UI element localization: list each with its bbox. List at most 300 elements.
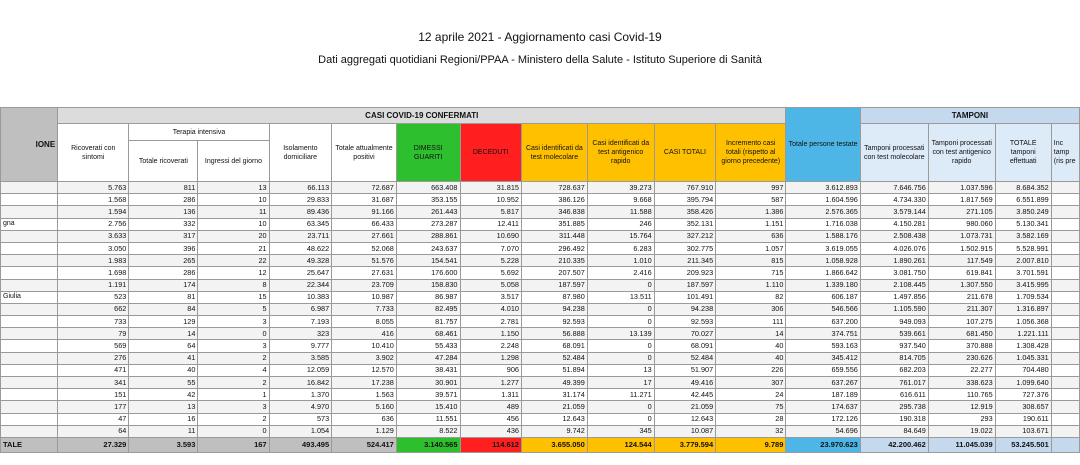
data-cell: 1.045.331 (995, 352, 1051, 364)
table-row (1, 425, 1080, 437)
data-cell: 211.678 (928, 291, 995, 303)
data-cell: 1.502.915 (928, 242, 995, 254)
data-cell: 351.885 (521, 218, 587, 230)
data-cell: 4.026.076 (860, 242, 928, 254)
data-cell: 3 (198, 316, 269, 328)
data-cell: 288.861 (396, 230, 460, 242)
data-cell: 1.497.856 (860, 291, 928, 303)
data-cell: 332 (129, 218, 198, 230)
data-cell: 101.491 (654, 291, 715, 303)
table-row (1, 316, 1080, 328)
data-cell: 295.738 (860, 401, 928, 413)
table-row (1, 291, 1080, 303)
partial-cell (1051, 389, 1079, 401)
data-cell: 4.970 (269, 401, 332, 413)
data-cell: 1.307.550 (928, 279, 995, 291)
data-cell: 15.410 (396, 401, 460, 413)
data-cell: 39.571 (396, 389, 460, 401)
data-cell: 17.238 (332, 377, 397, 389)
table-row (1, 389, 1080, 401)
partial-cell (1051, 352, 1079, 364)
data-cell: 523 (58, 291, 129, 303)
data-cell: 1.129 (332, 425, 397, 437)
data-cell: 81 (129, 291, 198, 303)
partial-cell (1051, 230, 1079, 242)
data-cell: 308.657 (995, 401, 1051, 413)
data-cell: 31.815 (460, 182, 521, 194)
col-header-isolamento: Isolamento domiciliare (269, 124, 332, 182)
data-cell: 10.410 (332, 340, 397, 352)
data-cell: 815 (716, 255, 786, 267)
data-cell: 636 (332, 413, 397, 425)
page-subtitle: Dati aggregati quotidiani Regioni/PPAA - Ministero della Salute - Istituto Superiore di Sanità (318, 54, 762, 66)
data-cell: 619.841 (928, 267, 995, 279)
data-cell: 11 (129, 425, 198, 437)
data-cell: 190.611 (995, 413, 1051, 425)
data-cell: 370.888 (928, 340, 995, 352)
table-row (1, 364, 1080, 376)
region-cell (1, 364, 58, 376)
table-row (1, 340, 1080, 352)
partial-cell (1051, 377, 1079, 389)
data-cell: 55 (129, 377, 198, 389)
data-cell: 66.433 (332, 218, 397, 230)
data-cell: 704.480 (995, 364, 1051, 376)
data-cell: 87.980 (521, 291, 587, 303)
partial-cell (1051, 182, 1079, 194)
col-header-casi-totali: CASI TOTALI (654, 124, 715, 182)
data-cell: 937.540 (860, 340, 928, 352)
data-cell: 352.131 (654, 218, 715, 230)
data-cell: 2.248 (460, 340, 521, 352)
data-cell: 659.556 (786, 364, 860, 376)
data-cell: 72.687 (332, 182, 397, 194)
totale-cell: 3.779.594 (654, 437, 715, 452)
data-cell: 1.277 (460, 377, 521, 389)
col-header-incremento-tamponi: Inc tamp (ris pre (1051, 124, 1079, 182)
data-cell: 107.275 (928, 316, 995, 328)
data-cell: 5.058 (460, 279, 521, 291)
data-cell: 341 (58, 377, 129, 389)
data-cell: 276 (58, 352, 129, 364)
data-cell: 374.751 (786, 328, 860, 340)
data-cell: 13.139 (587, 328, 654, 340)
data-cell: 11.551 (396, 413, 460, 425)
col-header-tamp-mol: Tamponi processati con test molecolare (860, 124, 928, 182)
data-cell: 323 (269, 328, 332, 340)
data-cell: 9.777 (269, 340, 332, 352)
data-cell: 23.709 (332, 279, 397, 291)
data-cell: 3 (198, 340, 269, 352)
region-cell (1, 377, 58, 389)
page-title: 12 aprile 2021 - Aggiornamento casi Covid-19 (418, 30, 662, 44)
table-row (1, 230, 1080, 242)
data-cell: 265 (129, 255, 198, 267)
region-cell (1, 230, 58, 242)
data-cell: 636 (716, 230, 786, 242)
data-cell: 1.221.111 (995, 328, 1051, 340)
data-cell: 3.619.055 (786, 242, 860, 254)
totale-cell: 524.417 (332, 437, 397, 452)
partial-cell (1051, 279, 1079, 291)
data-cell: 68.461 (396, 328, 460, 340)
totale-row (1, 437, 1080, 452)
totale-cell: 42.200.462 (860, 437, 928, 452)
region-cell (1, 389, 58, 401)
data-cell: 1.316.897 (995, 303, 1051, 315)
data-cell: 5.160 (332, 401, 397, 413)
data-cell: 489 (460, 401, 521, 413)
data-cell: 0 (587, 303, 654, 315)
data-cell: 271.105 (928, 206, 995, 218)
data-cell: 1.056.368 (995, 316, 1051, 328)
table-row (1, 267, 1080, 279)
data-cell: 587 (716, 194, 786, 206)
data-cell: 1.110 (716, 279, 786, 291)
data-cell: 7.070 (460, 242, 521, 254)
data-cell: 82.495 (396, 303, 460, 315)
region-cell (1, 194, 58, 206)
data-cell: 42.445 (654, 389, 715, 401)
partial-cell (1051, 206, 1079, 218)
table-row (1, 328, 1080, 340)
data-cell: 49.328 (269, 255, 332, 267)
data-cell: 0 (198, 425, 269, 437)
tamponi-group-header: TAMPONI (860, 108, 1079, 124)
data-cell: 3.050 (58, 242, 129, 254)
data-cell: 56.888 (521, 328, 587, 340)
data-cell: 68.091 (521, 340, 587, 352)
data-cell: 569 (58, 340, 129, 352)
data-cell: 396 (129, 242, 198, 254)
data-cell: 311.448 (521, 230, 587, 242)
data-cell: 345 (587, 425, 654, 437)
data-cell: 13 (587, 364, 654, 376)
partial-cell (1051, 194, 1079, 206)
data-cell: 606.187 (786, 291, 860, 303)
totale-cell: 27.329 (58, 437, 129, 452)
data-cell: 38.431 (396, 364, 460, 376)
data-cell: 23.711 (269, 230, 332, 242)
data-cell: 1.568 (58, 194, 129, 206)
data-cell: 129 (129, 316, 198, 328)
data-cell: 3.582.169 (995, 230, 1051, 242)
col-header-incremento: Incremento casi totali (rispetto al giorno precedente) (716, 124, 786, 182)
data-cell: 6.283 (587, 242, 654, 254)
data-cell: 17 (587, 377, 654, 389)
data-cell: 10.987 (332, 291, 397, 303)
data-cell: 637.267 (786, 377, 860, 389)
data-cell: 681.450 (928, 328, 995, 340)
data-cell: 1.311 (460, 389, 521, 401)
data-cell: 14 (716, 328, 786, 340)
region-cell (1, 413, 58, 425)
covid-data-table (0, 107, 1080, 453)
region-cell (1, 316, 58, 328)
data-cell: 49.416 (654, 377, 715, 389)
data-cell: 16 (129, 413, 198, 425)
data-cell: 2.108.445 (860, 279, 928, 291)
data-cell: 64 (58, 425, 129, 437)
data-cell: 42 (129, 389, 198, 401)
data-cell: 663.408 (396, 182, 460, 194)
data-cell: 211.307 (928, 303, 995, 315)
data-cell: 174 (129, 279, 198, 291)
data-cell: 1 (198, 389, 269, 401)
data-cell: 0 (587, 352, 654, 364)
col-header-ricoverati: Ricoverati con sintomi (58, 124, 129, 182)
table-row (1, 182, 1080, 194)
data-cell: 3.517 (460, 291, 521, 303)
data-cell: 81.757 (396, 316, 460, 328)
data-cell: 811 (129, 182, 198, 194)
data-cell: 55.433 (396, 340, 460, 352)
data-cell: 246 (587, 218, 654, 230)
data-cell: 733 (58, 316, 129, 328)
data-cell: 27.661 (332, 230, 397, 242)
data-cell: 2 (198, 413, 269, 425)
data-cell: 3.612.893 (786, 182, 860, 194)
region-cell (1, 267, 58, 279)
totale-cell: 3.593 (129, 437, 198, 452)
partial-cell (1051, 255, 1079, 267)
data-cell: 151 (58, 389, 129, 401)
col-header-persone: Totale persone testate (786, 108, 860, 182)
data-cell: 16.842 (269, 377, 332, 389)
data-cell: 3.701.591 (995, 267, 1051, 279)
data-cell: 66.113 (269, 182, 332, 194)
data-cell: 31.174 (521, 389, 587, 401)
data-cell: 11 (198, 206, 269, 218)
data-cell: 47.284 (396, 352, 460, 364)
data-cell: 29.833 (269, 194, 332, 206)
data-cell: 13 (129, 401, 198, 413)
data-cell: 30.901 (396, 377, 460, 389)
data-cell: 52.484 (654, 352, 715, 364)
region-header: IONE (1, 108, 58, 182)
data-cell: 727.376 (995, 389, 1051, 401)
data-cell: 358.426 (654, 206, 715, 218)
data-cell: 207.507 (521, 267, 587, 279)
data-cell: 1.191 (58, 279, 129, 291)
data-cell: 51.894 (521, 364, 587, 376)
data-cell: 158.830 (396, 279, 460, 291)
data-cell: 21.059 (521, 401, 587, 413)
data-cell: 15 (198, 291, 269, 303)
col-header-tamp-tot: TOTALE tamponi effettuati (995, 124, 1051, 182)
data-cell: 416 (332, 328, 397, 340)
data-cell: 68.091 (654, 340, 715, 352)
data-cell: 3.633 (58, 230, 129, 242)
partial-cell (1051, 364, 1079, 376)
data-cell: 63.345 (269, 218, 332, 230)
data-cell: 8.055 (332, 316, 397, 328)
data-cell: 10 (198, 218, 269, 230)
data-cell: 4.150.281 (860, 218, 928, 230)
data-cell: 4.010 (460, 303, 521, 315)
data-cell: 86.987 (396, 291, 460, 303)
data-cell: 40 (716, 340, 786, 352)
data-cell: 1.370 (269, 389, 332, 401)
totale-cell: 3.655.050 (521, 437, 587, 452)
data-cell: 111 (716, 316, 786, 328)
data-cell: 2 (198, 377, 269, 389)
data-cell: 456 (460, 413, 521, 425)
partial-cell (1051, 218, 1079, 230)
partial-cell (1051, 328, 1079, 340)
data-cell: 22 (198, 255, 269, 267)
data-cell: 327.212 (654, 230, 715, 242)
partial-cell (1051, 242, 1079, 254)
data-cell: 12.570 (332, 364, 397, 376)
data-cell: 2 (198, 352, 269, 364)
table-row (1, 352, 1080, 364)
data-cell: 48.622 (269, 242, 332, 254)
data-cell: 70.027 (654, 328, 715, 340)
data-cell: 75 (716, 401, 786, 413)
data-cell: 187.597 (521, 279, 587, 291)
data-cell: 32 (716, 425, 786, 437)
data-cell: 814.705 (860, 352, 928, 364)
data-cell: 82 (716, 291, 786, 303)
data-cell: 1.308.428 (995, 340, 1051, 352)
data-cell: 662 (58, 303, 129, 315)
data-cell: 0 (587, 279, 654, 291)
data-cell: 89.436 (269, 206, 332, 218)
table-row (1, 242, 1080, 254)
data-cell: 211.345 (654, 255, 715, 267)
region-cell (1, 340, 58, 352)
data-cell: 51.576 (332, 255, 397, 267)
data-cell: 1.150 (460, 328, 521, 340)
table-row (1, 413, 1080, 425)
data-cell: 54.696 (786, 425, 860, 437)
data-cell: 1.057 (716, 242, 786, 254)
region-cell: Giulia (1, 291, 58, 303)
data-cell: 64 (129, 340, 198, 352)
data-cell: 2.416 (587, 267, 654, 279)
partial-cell (1051, 340, 1079, 352)
data-cell: 11.588 (587, 206, 654, 218)
data-cell: 317 (129, 230, 198, 242)
partial-cell (1051, 425, 1079, 437)
data-cell: 302.775 (654, 242, 715, 254)
totale-label: TALE (1, 437, 58, 452)
data-cell: 12.059 (269, 364, 332, 376)
col-header-ti-ingressi: Ingressi del giorno (198, 141, 269, 182)
data-cell: 7.646.756 (860, 182, 928, 194)
data-cell: 286 (129, 267, 198, 279)
data-cell: 5.130.341 (995, 218, 1051, 230)
data-cell: 306 (716, 303, 786, 315)
data-cell: 12.643 (654, 413, 715, 425)
data-cell: 10.690 (460, 230, 521, 242)
totale-cell: 124.544 (587, 437, 654, 452)
data-cell: 338.623 (928, 377, 995, 389)
data-cell: 0 (587, 401, 654, 413)
data-cell: 2.508.438 (860, 230, 928, 242)
data-cell: 1.890.261 (860, 255, 928, 267)
table-row (1, 279, 1080, 291)
data-cell: 11.271 (587, 389, 654, 401)
data-cell: 28 (716, 413, 786, 425)
data-cell: 1.099.640 (995, 377, 1051, 389)
table-row (1, 194, 1080, 206)
data-cell: 84.649 (860, 425, 928, 437)
data-cell: 31.687 (332, 194, 397, 206)
data-cell: 345.412 (786, 352, 860, 364)
data-cell: 307 (716, 377, 786, 389)
table-row (1, 206, 1080, 218)
data-cell: 1.563 (332, 389, 397, 401)
casi-group-header: CASI COVID-19 CONFERMATI (58, 108, 786, 124)
data-cell: 2.756 (58, 218, 129, 230)
data-cell: 226 (716, 364, 786, 376)
data-cell: 52.484 (521, 352, 587, 364)
data-cell: 7.193 (269, 316, 332, 328)
data-cell: 1.151 (716, 218, 786, 230)
region-cell: gna (1, 218, 58, 230)
region-cell (1, 279, 58, 291)
data-cell: 25.647 (269, 267, 332, 279)
data-cell: 395.794 (654, 194, 715, 206)
data-cell: 12.411 (460, 218, 521, 230)
data-cell: 10 (198, 194, 269, 206)
data-cell: 39.273 (587, 182, 654, 194)
partial-cell (1051, 316, 1079, 328)
totale-cell: 493.495 (269, 437, 332, 452)
table-row (1, 401, 1080, 413)
data-cell: 353.155 (396, 194, 460, 206)
data-cell: 906 (460, 364, 521, 376)
data-cell: 1.386 (716, 206, 786, 218)
region-cell (1, 401, 58, 413)
data-cell: 49.399 (521, 377, 587, 389)
col-header-ti-totale: Totale ricoverati (129, 141, 198, 182)
partial-cell (1051, 401, 1079, 413)
data-cell: 3.081.750 (860, 267, 928, 279)
data-cell: 20 (198, 230, 269, 242)
data-cell: 209.923 (654, 267, 715, 279)
region-cell (1, 255, 58, 267)
data-cell: 91.166 (332, 206, 397, 218)
data-cell: 1.866.642 (786, 267, 860, 279)
data-cell: 9.668 (587, 194, 654, 206)
data-cell: 1.010 (587, 255, 654, 267)
data-cell: 4.734.330 (860, 194, 928, 206)
data-cell: 728.637 (521, 182, 587, 194)
data-cell: 1.037.596 (928, 182, 995, 194)
data-cell: 40 (129, 364, 198, 376)
data-cell: 1.817.569 (928, 194, 995, 206)
data-cell: 761.017 (860, 377, 928, 389)
region-cell (1, 182, 58, 194)
data-cell: 1.604.596 (786, 194, 860, 206)
data-cell: 616.611 (860, 389, 928, 401)
data-cell: 8 (198, 279, 269, 291)
data-cell: 51.907 (654, 364, 715, 376)
col-header-antigenico: Casi identificati da test antigenico rapido (587, 124, 654, 182)
region-cell (1, 352, 58, 364)
col-header-positivi: Totale attualmente positivi (332, 124, 397, 182)
data-cell: 22.277 (928, 364, 995, 376)
data-cell: 187.597 (654, 279, 715, 291)
data-cell: 346.838 (521, 206, 587, 218)
col-header-tamp-ant: Tamponi processati con test antigenico rapido (928, 124, 995, 182)
data-cell: 19.022 (928, 425, 995, 437)
data-cell: 5.528.991 (995, 242, 1051, 254)
data-cell: 6.987 (269, 303, 332, 315)
